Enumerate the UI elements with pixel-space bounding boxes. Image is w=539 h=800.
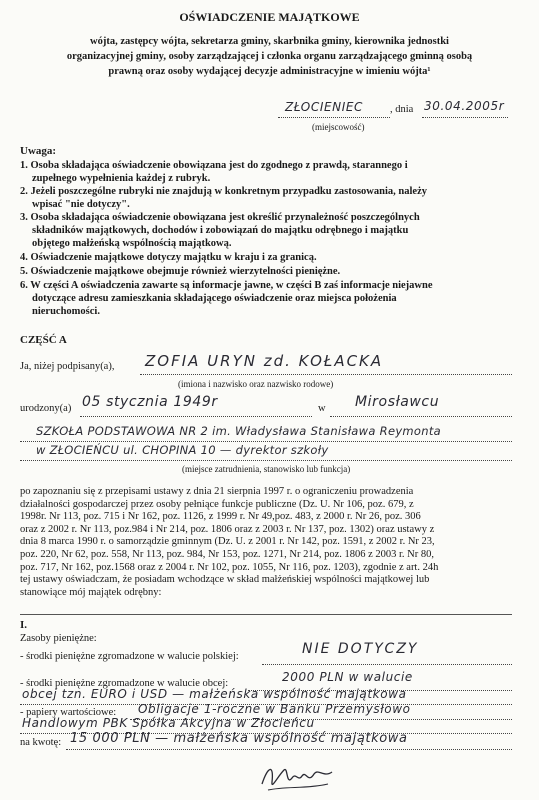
pln-handwritten: NIE DOTYCZY bbox=[302, 641, 419, 657]
statement-line: oraz z 2002 r. Nr 113, poz.984 i Nr 214, poz. 1806 oraz z 2003 r. Nr 137, poz. 1302) oraz ustawy z bbox=[20, 523, 435, 535]
name-caption: (imiona i nazwisko oraz nazwisko rodowe) bbox=[178, 379, 334, 389]
statement-line: po zapoznaniu się z przepisami ustawy z dnia 21 sierpnia 1997 r. o ograniczeniu prowadzenia bbox=[20, 486, 414, 497]
section-1-roman: I. bbox=[20, 619, 28, 631]
ja-label: Ja, niżej podpisany(a), bbox=[20, 361, 115, 372]
foreign-handwritten-1: 2000 PLN w walucie bbox=[282, 670, 413, 684]
amount-label: na kwotę: bbox=[20, 737, 62, 748]
subtitle-line-2: organizacyjnej gminy, osoby zarządzającej i członka organu zarządzającego gminną osobą bbox=[66, 51, 473, 62]
statement-line: działalności gospodarczej przez osoby pełniące funkcje publiczne (Dz. U. Nr 106, poz. 679, z bbox=[20, 498, 414, 510]
work-dotted-line-1 bbox=[20, 441, 512, 442]
amount-handwritten: 15 000 PLN — małżeńska wspólność majątkowa bbox=[70, 731, 408, 746]
securities-handwritten-1: Obligacje 1-roczne w Banku Przemysłowo bbox=[138, 702, 411, 716]
section-divider bbox=[20, 614, 512, 615]
note-line: zupełnego wypełnienia każdej z rubryk. bbox=[32, 173, 211, 184]
note-line: objętego małżeńską wspólnością majątkową. bbox=[32, 238, 232, 249]
zasoby-label: Zasoby pieniężne: bbox=[20, 633, 97, 644]
statement-line: 1998r. Nr 113, poz. 715 i Nr 162, poz. 1126, z 1999 r. Nr 49,poz. 483, z 2000 r. Nr 26, poz. 306 bbox=[20, 511, 421, 523]
name-dotted-line bbox=[140, 374, 512, 375]
place-dotted-line bbox=[278, 117, 390, 118]
birth-place-handwritten: Mirosławcu bbox=[355, 394, 440, 410]
note-line: wpisać "nie dotyczy". bbox=[32, 199, 130, 210]
date-label: , dnia bbox=[390, 104, 414, 115]
note-line: składników majątkowych, dochodów i zobowiązań do majątku odrębnego i majątku bbox=[32, 225, 409, 236]
birth-date-dotted-line bbox=[80, 416, 312, 417]
w-label: w bbox=[318, 403, 326, 414]
subtitle-line-1: wójta, zastępcy wójta, sekretarza gminy, skarbnika gminy, kierownika jednostki bbox=[90, 36, 449, 47]
note-line: 4. Oświadczenie majątkowe dotyczy majątku w kraju i za granicą. bbox=[20, 252, 317, 263]
place-handwritten: ZŁOCIENIEC bbox=[285, 100, 364, 114]
work-dotted-line-2 bbox=[20, 460, 512, 461]
note-line: dotyczące adresu zamieszkania składającego oświadczenie oraz miejsca położenia bbox=[32, 293, 397, 304]
date-dotted-line bbox=[422, 117, 508, 118]
securities-label: - papiery wartościowe: bbox=[20, 707, 117, 718]
notes-heading: Uwaga: bbox=[20, 145, 57, 157]
amount-dotted-line bbox=[66, 749, 512, 750]
note-line: 5. Oświadczenie majątkowe obejmuje również wierzytelności pieniężne. bbox=[20, 266, 341, 277]
date-handwritten: 30.04.2005r bbox=[424, 99, 505, 113]
statement-line: stanowiące mój majątek odrębny: bbox=[20, 586, 162, 598]
statement-paragraph bbox=[20, 486, 512, 599]
pln-dotted-line bbox=[262, 664, 512, 665]
note-line: 1. Osoba składająca oświadczenie obowiązana jest do zgodnego z prawdą, starannego i bbox=[20, 160, 408, 171]
name-handwritten: ZOFIA URYN zd. KOŁACKA bbox=[145, 352, 384, 370]
work-handwritten-2: w ZŁOCIEŃCU ul. CHOPINA 10 — dyrektor szkoły bbox=[36, 443, 329, 457]
note-line: nieruchomości. bbox=[32, 306, 100, 317]
note-line: 3. Osoba składająca oświadczenie obowiązana jest określić przynależność poszczególnych bbox=[20, 212, 420, 223]
work-handwritten-1: SZKOŁA PODSTAWOWA NR 2 im. Władysława Stanisława Reymonta bbox=[36, 424, 442, 438]
statement-line: dnia 8 marca 1990 r. o samorządzie gminnym (Dz. U. z 2001 r. Nr 142, poz. 1591, z 2002 r. Nr 23, bbox=[20, 536, 435, 548]
statement-line: tej ustawy oświadczam, że posiadam wchodzące w skład małżeńskiej wspólności majątkowej lub bbox=[20, 574, 430, 586]
subtitle-line-3: prawną oraz osoby wydającej decyzje administracyjne w imieniu wójta¹ bbox=[108, 66, 431, 77]
birth-place-dotted-line bbox=[330, 416, 512, 417]
foreign-handwritten-2: obcej tzn. EURO i USD — małżeńska wspólność majątkowa bbox=[22, 687, 407, 701]
note-line: 6. W części A oświadczenia zawarte są informacje jawne, w części B zaś informacje niejawne bbox=[20, 280, 433, 291]
pln-label: - środki pieniężne zgromadzone w walucie polskiej: bbox=[20, 651, 239, 662]
part-a-heading: CZĘŚĆ A bbox=[20, 334, 67, 346]
birth-date-handwritten: 05 stycznia 1949r bbox=[82, 394, 218, 410]
note-line: 2. Jeżeli poszczególne rubryki nie znajdują w konkretnym przypadku zastosowania, należy bbox=[20, 186, 427, 197]
born-label: urodzony(a) bbox=[20, 403, 72, 414]
signature-icon bbox=[258, 756, 338, 796]
foreign-label: - środki pieniężne zgromadzone w walucie obcej: bbox=[20, 678, 229, 689]
place-caption: (miejscowość) bbox=[312, 122, 365, 132]
securities-handwritten-2: Handlowym PBK Spółka Akcyjna w Złocieńcu bbox=[22, 716, 315, 730]
document-title: OŚWIADCZENIE MAJĄTKOWE bbox=[179, 10, 360, 24]
work-caption: (miejsce zatrudnienia, stanowisko lub funkcja) bbox=[182, 464, 351, 474]
statement-line: poz. 717, Nr 162, poz.1568 oraz z 2004 r. Nr 102, poz. 1055, Nr 116, poz. 1203), zgodnie z art. 24h bbox=[20, 561, 439, 573]
statement-line: poz. 220, Nr 62, poz. 558, Nr 113, poz. 984, Nr 153, poz. 1271, Nr 214, poz. 1806 z 2003 r. Nr 80, bbox=[20, 548, 435, 560]
